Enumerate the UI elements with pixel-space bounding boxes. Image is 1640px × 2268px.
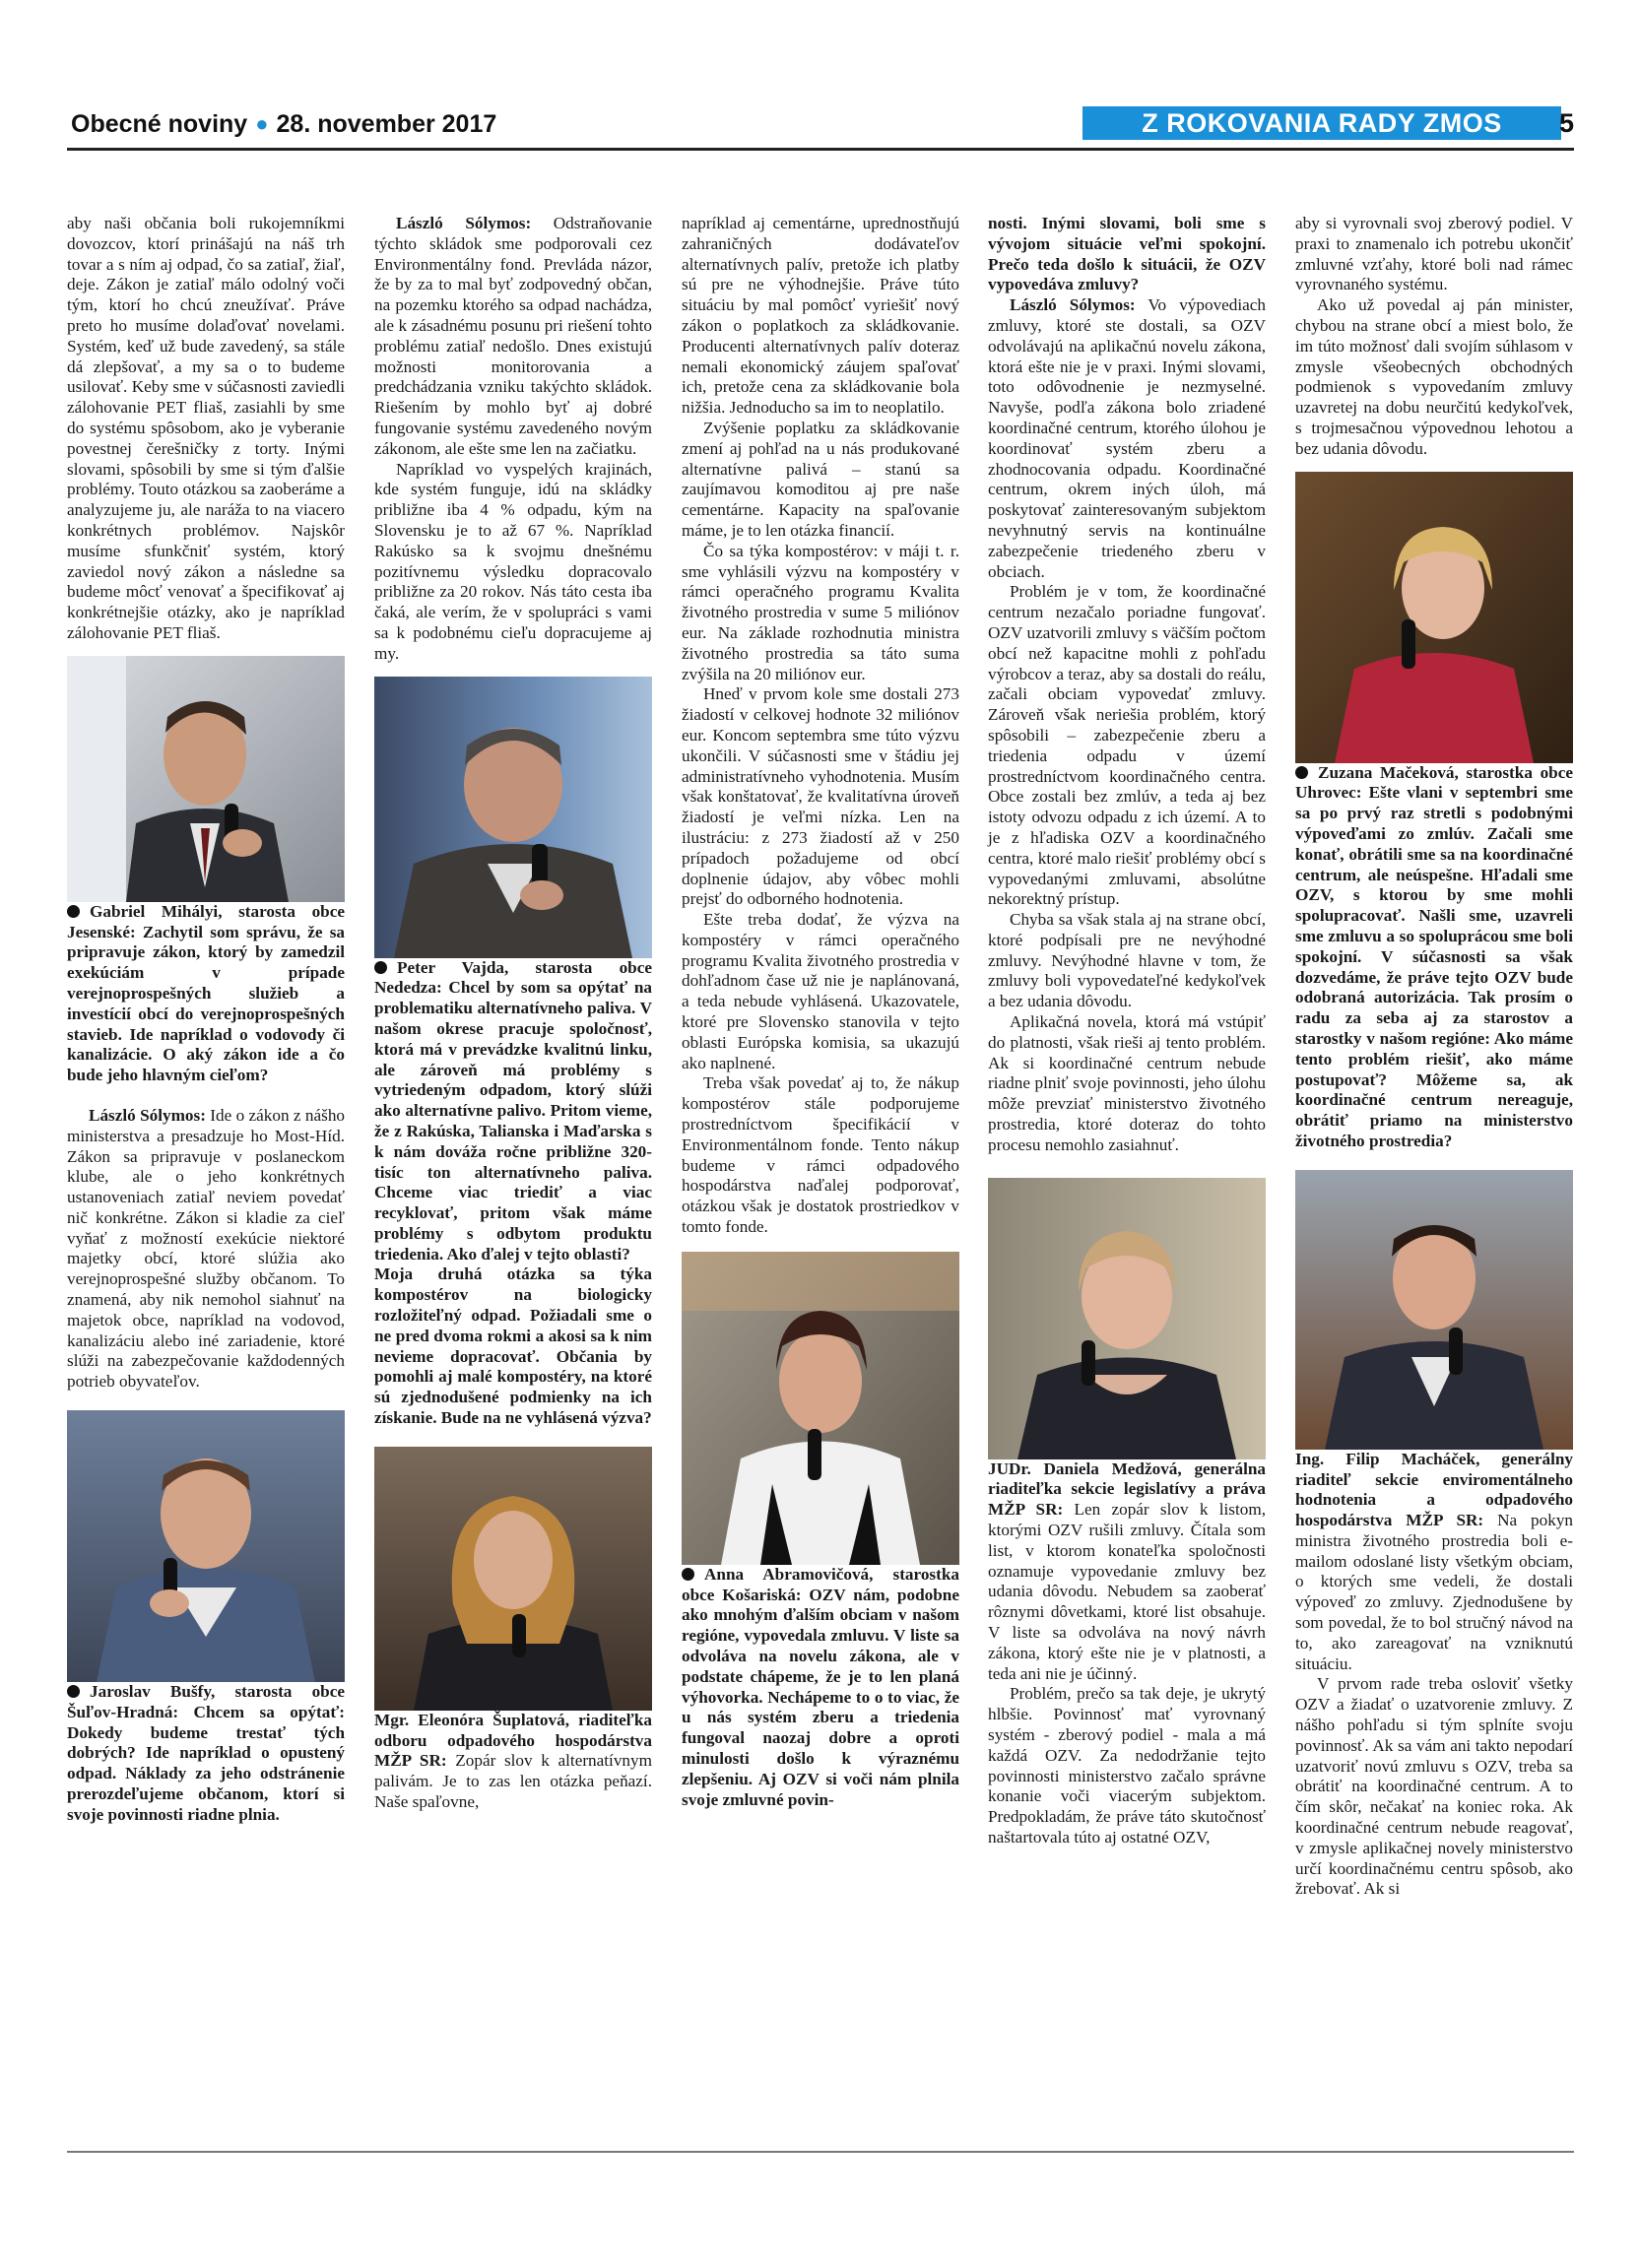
paragraph: aby si vyrovnali svoj zberový podiel. V praxi to znamenalo ich potrebu ukončiť zmluvné vzťahy, ktoré boli nad rámec vyrovnaného systému. [1295, 214, 1573, 294]
paragraph: Hneď v prvom kole sme dostali 273 žiadostí v celkovej hodnote 32 miliónov eur. Koncom septembra sme túto výzvu ukončili. V súčasnosti sme v štádiu jej administratívneho vyhodnotenia. Musím však konštatovať, že kvalitatívna úroveň žiadostí je veľmi nízka. Len na ilustráciu: z 273 žiadostí až v 250 prípadoch požadujeme od obcí doplnenie údajov, aby vôbec mohli prejsť do odborného hodnotenia. [682, 684, 959, 909]
section-title: Z ROKOVANIA RADY ZMOS [1082, 106, 1561, 140]
masthead [71, 110, 496, 139]
paragraph: Treba však povedať aj to, že nákup kompostérov stále podporujeme prostredníctvom špecifikácií v Environmentálnom fonde. Tento nákup budeme v rámci odpadového hospodárstva naďalej podporovať, otázkou však je dostatok prostriedkov v tomto fonde. [682, 1073, 959, 1237]
column-4 [988, 214, 1266, 1848]
photo-zuzana-macekova [1295, 472, 1573, 763]
paragraph: Problém je v tom, že koordinačné centrum nezačalo poriadne fungovať. OZV uzatvorili zmluvy s väčším počtom obcí než kapacitne mohli z pohľadu výrobcov a teraz, aby sa dostali do reálu, začali obciam vypovedať zmluvy. Zároveň však neriešia problém, ktorý spôsobili – zabezpečenie zberu a triedenia odpadu v území prostredníctvom koordinačného centra. Obce zostali bez zmlúv, a teda aj bez istoty odvozu odpadu z ich území. A to je z hľadiska OZV a koordinačného centra, ktoré malo riešiť problémy obcí s vypovedanými zmluvami, absolútne nekorektný prístup. [988, 582, 1266, 909]
paragraph: V prvom rade treba osloviť všetky OZV a žiadať o uzatvorenie zmluvy. Z nášho pohľadu si tým splníte svoju povinnosť. Ak sa vám ani takto nepodarí uzatvoriť novú zmluvu s OZV, treba sa obrátiť na koordinačné centrum. A to čím skôr, nečakať na koniec roka. Ak koordinačné centrum nebude reagovať, v zmysle aplikačnej novely ministerstvo určí koordinačnému centru spôsob, ako žrebovať. Ak si [1295, 1674, 1573, 1899]
paragraph: Napríklad vo vyspelých krajinách, kde systém funguje, idú na skládky približne iba 4 % odpadu, kým na Slovensku je to až 67 %. Napríklad Rakúsko sa k svojmu dnešnému pozitívnemu výsledku dopracovalo približne za 20 rokov. Nás táto cesta iba čaká, ale verím, že v spolupráci s vami sa k podobnému cieľu dopracujeme aj my. [374, 459, 652, 663]
issue-date: 28. november 2017 [276, 110, 497, 138]
column-3 [682, 214, 959, 1810]
bullet-icon [1295, 766, 1308, 779]
bullet-icon [374, 961, 387, 974]
paragraph: Čo sa týka kompostérov: v máji t. r. sme vyhlásili výzvu na kompostéry v rámci operačného programu Kvalita životného prostredia v sume 5 miliónov eur. Na základe rozhodnutia ministra životného prostredia sa táto suma zvýšila na 20 miliónov eur. [682, 541, 959, 683]
column-1 [67, 214, 345, 1826]
photo-caption: Ing. Filip Macháček, generálny riaditeľ sekcie enviromentálneho hodnotenia a odpadového hospodárstva MŽP SR: Na pokyn ministra životného prostredia boli e-mailom odoslané listy všetkým obciam, o ktorých sme vedeli, že dostali výpoveď zo zmluvy. Zjednodušene by som povedal, že to bol stručný návod na to, ako zareagovať na vzniknutú situáciu. [1295, 1449, 1574, 1673]
bullet-icon [67, 905, 80, 918]
photo-filip-machacek [1295, 1170, 1573, 1450]
speaker-name: László Sólymos: [1010, 295, 1136, 315]
photo-caption: Jaroslav Bušfy, starosta obce Šuľov-Hradná: Chcem sa opýtať: Dokedy budeme trestať tých dobrých? Ide napríklad o opustený odpad. Náklady za jeho odstránenie prerozdeľujeme občanom, ktorí si svoje povinnosti riadne plnia. [67, 1682, 345, 1824]
footer-rule [67, 2151, 1574, 2153]
column-5 [1295, 214, 1573, 1900]
paragraph: Odstraňovanie týchto skládok sme podporovali cez Environmentálny fond. Prevláda názor, že by za to mal byť zodpovedný občan, na pozemku ktorého sa odpad nachádza, ale k zásadnému posunu pri riešení tohto problému zatiaľ nedošlo. Dnes existujú možnosti monitorovania a predchádzania vzniku takýchto skládok. Riešením by mohlo byť aj dobré fungovanie systému zavedeného novým zákonom, ale ešte sme len na začiatku. [374, 214, 653, 458]
paragraph: Ako už povedal aj pán minister, chybou na strane obcí a miest bolo, že im túto možnosť dali svojím súhlasom v zmysle všeobecných obchodných podmienok s vypovedaním zmluvy uzavretej na dobu neurčitú kedykoľvek, s trojmesačnou výpovednou lehotou a bez udania dôvodu. [1295, 295, 1573, 458]
photo-peter-vajda [374, 677, 652, 958]
paper-name: Obecné noviny [71, 110, 248, 138]
bullet-icon [67, 1685, 80, 1698]
photo-caption: Anna Abramovičová, starostka obce Košariská: OZV nám, podobne ako mnohým ďalším obciam v našom regióne, vypovedala zmluvu. V liste sa odvoláva na novelu zákona, ale v podstate chápeme, že je to len planá výhovorka. Nechápeme to o to viac, že u nás systém zberu a triedenia fungoval naozaj dobre a oproti minulosti došlo k výraznému zlepšeniu. Aj OZV si voči nám plnila svoje zmluvné povin- [682, 1564, 959, 1809]
page-number: 5 [1558, 108, 1574, 138]
question: nosti. Inými slovami, boli sme s vývojom situácie veľmi spokojní. Prečo teda došlo k situácii, že OZV vypovedáva zmluvy? [988, 214, 1266, 294]
photo-caption: Peter Vajda, starosta obce Nededza: Chcel by som sa opýtať na problematiku alternatívneho paliva. V našom okrese pracuje spoločnosť, ktorá má v prevádzke kvalitnú linku, ale zároveň má problémy s vytriedeným odpadom, ktorý slúži ako alternatívne palivo. Pritom vieme, že z Rakúska, Talianska i Maďarska s k nám dováža ročne približne 320-tisíc ton alternatívneho paliva. Chceme viac triediť a viac recyklovať, pritom však máme problémy s odbytom produktu triedenia. Ako ďalej v tejto oblasti? [374, 957, 652, 1264]
photo-eleonora-suplatova [374, 1447, 652, 1711]
paragraph: Ide o zákon z nášho ministerstva a presadzuje ho Most-Híd. Zákon sa pripravuje v poslaneckom klube, ale o jeho konkrétnych ustanoveniach zatiaľ neviem povedať nič konkrétne. Zákon si kladie za cieľ vyňať z možností exekúcie niektoré majetky obcí, ktoré slúžia ako verejnoprospešné služby občanom. To znamená, aby nik nemohol siahnuť na majetok obce, napríklad na vodovod, kanalizáciu alebo iné zariadenie, ktoré slúži na zabezpečovanie každodenných potrieb obyvateľov. [67, 1105, 346, 1392]
paragraph: Vo výpovediach zmluvy, ktoré ste dostali, sa OZV odvolávajú na aplikačnú novelu zákona, ktorá ešte nie je v praxi. Inými slovami, toto odôvodnenie je nezmyselné. Navyše, podľa zákona bolo zriadené koordinačné centrum, ktorého úlohou je koordinovať systém zberu a zhodnocovania odpadu. Koordinačné centrum, okrem iných úloh, má poskytovať zainteresovaným subjektom nevyhnutný servis na kontinuálne zabezpečenie triedeného zberu v obciach. [988, 295, 1267, 581]
page-header [67, 106, 1574, 146]
paragraph: Zvýšenie poplatku za skládkovanie zmení aj pohľad na u nás produkované alternatívne palivá – stanú sa zaujímavou komoditou aj pre naše cementárne. Kapacity na spaľovanie máme, je to len otázka financií. [682, 418, 959, 540]
question: Moja druhá otázka sa týka kompostérov na biologicky rozložiteľný odpad. Požiadali sme o ne pred dvoma rokmi a akosi sa k nim nevieme dopracovať. Občania by pomohli aj malé kompostéry, na ktoré sú zjednodušené podmienky na ich získanie. Bude na ne vyhlásená výzva? [374, 1264, 652, 1428]
speaker-name: László Sólymos: [89, 1105, 206, 1125]
paragraph: napríklad aj cementárne, uprednostňujú zahraničných dodávateľov alternatívnych palív, pretože ich platby sú pre ne výhodnejšie. Práve túto situáciu by mal pomôcť vyriešiť nový zákon o poplatkoch za skládkovanie. Producenti alternatívnych palív doteraz nemali ekonomický záujem spaľovať ich, pretože cena za skládkovanie bola nižšia. Jednoducho sa im to neoplatilo. [682, 214, 959, 418]
bullet-icon [682, 1568, 694, 1581]
photo-daniela-medzova [988, 1178, 1266, 1459]
photo-anna-abramovicova [682, 1252, 959, 1565]
photo-jaroslav-busfy [67, 1410, 345, 1682]
header-rule [67, 148, 1574, 151]
photo-caption: Zuzana Mačeková, starostka obce Uhrovec: Ešte vlani v septembri sme sa po prvý raz stretli s podobnými výpoveďami zo zmlúv. Začali sme konať, obrátili sme sa na koordinačné centrum, ale neúspešne. Hľadali sme OZV, s ktorou by sme mohli spolupracovať. Našli sme, uzavreli sme zmluvu a so spoluprácou sme boli spokojní. V súčasnosti sa však dozvedáme, že práve tejto OZV bude odobraná autorizácia. Tak prosím o radu za seba aj za starostov a starostky v našom regióne: Ako máme tento problém riešiť, ako máme postupovať? Môžeme sa, ak koordinačné centrum nereaguje, obrátiť priamo na ministerstvo životného prostredia? [1295, 762, 1573, 1150]
photo-caption: Mgr. Eleonóra Šuplatová, riaditeľka odboru odpadového hospodárstva MŽP SR: Zopár slov k alternatívnym palivám. Je to zas len otázka peňazí. Naše spaľovne, [374, 1710, 652, 1812]
paragraph: Ešte treba dodať, že výzva na kompostéry v rámci operačného programu Kvalita životného prostredia v dohľadnom čase už nie je naplánovaná, a teda nebude vyhlásená. Ukazovatele, ktoré pre Slovensko stanovila v tejto oblasti Európska komisia, sa ukazujú ako naplnené. [682, 910, 959, 1072]
photo-caption: Gabriel Mihályi, starosta obce Jesenské: Zachytil som správu, že sa pripravuje zákon, ktorý by zamedzil exekúciám v prípade verejnoprospešných služieb a investícií obcí do verejnoprospešných stavieb. Ide napríklad o vodovody či kanalizácie. O aký zákon ide a čo bude jeho hlavným cieľom? [67, 901, 345, 1085]
paragraph: Chyba sa však stala aj na strane obcí, ktoré podpísali pre ne nevýhodné zmluvy. Nevýhodné hlavne v tom, že zmluvy boli vypovedateľné kedykoľvek a bez udania dôvodu. [988, 910, 1266, 1011]
speaker-name: László Sólymos: [396, 214, 532, 232]
paragraph: Aplikačná novela, ktorá má vstúpiť do platnosti, však rieši aj tento problém. Ak si koordinačné centrum nebude riadne plniť svoje povinnosti, jeho úlohu môže prevziať ministerstvo životného prostredia, ktoré doteraz do tohto procesu nemohlo zasiahnuť. [988, 1012, 1266, 1154]
photo-gabriel-mihalyi [67, 656, 345, 902]
photo-caption: JUDr. Daniela Medžová, generálna riaditeľka sekcie legislatívy a práva MŽP SR: Len zopár slov k listom, ktorými OZV rušili zmluvy. Čítala som list, v ktorom konateľka spoločnosti oznamuje vypovedanie zmluvy bez udania dôvodu. Nebudem sa zaoberať rôznymi dôvetkami, ktoré list obsahuje. V liste sa odvoláva na nový návrh zákona, ktorý ešte nie je v platnosti, a teda ani nie je účinný. [988, 1458, 1266, 1683]
paragraph: aby naši občania boli rukojemníkmi dovozcov, ktorí prinášajú na náš trh tovar a s ním aj odpad, čo sa zatiaľ, žiaľ, deje. Zákon je zatiaľ málo odolný voči tým, ktorí ho chcú zneužívať. Práve preto ho musíme dolaďovať novelami. Systém, keď už bude zavedený, sa stále dá zlepšovať, a my sa o to budeme usilovať. Keby sme v súčasnosti zaviedli zálohovanie PET fliaš, zasiahli by sme do systému spôsobom, ako je vyberanie povestnej čerešničky z torty. Inými slovami, spôsobili by sme si tým ďalšie problémy. Touto otázkou sa zaoberáme a analyzujeme ju, ale naráža to na viacero konkrétnych problémov. Najskôr musíme sfunkčniť systém, ktorý zaviedol nový zákon a následne sa budeme môcť venovať a špecifikovať aj konkrétnejšie otázky, ako je napríklad zálohovanie PET fliaš. [67, 214, 345, 642]
column-2 [374, 214, 652, 1813]
paragraph: Problém, prečo sa tak deje, je ukrytý hlbšie. Povinnosť mať vyrovnaný systém - zberový podiel - mala a má každá OZV. Za nedodržanie tejto povinnosti ministerstvo začalo správne konanie voči viacerým subjektom. Predpokladám, že práve táto skutočnosť naštartovala túto aj ostatné OZV, [988, 1684, 1266, 1847]
separator-dot-icon: ● [255, 111, 269, 136]
